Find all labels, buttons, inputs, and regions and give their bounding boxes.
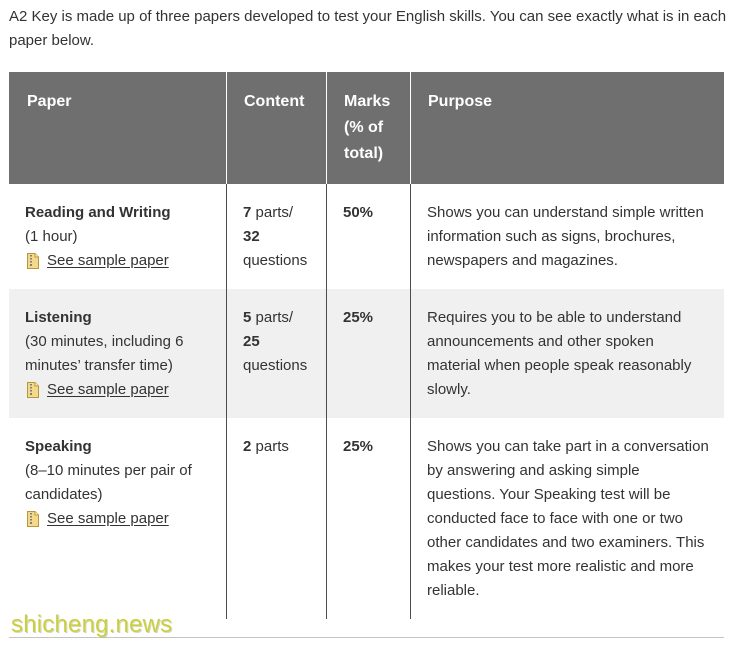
questions-count: 32	[243, 228, 260, 245]
parts-label: parts/	[255, 204, 294, 221]
questions-label: questions	[243, 252, 308, 269]
intro-text: A2 Key is made up of three papers developed to test your English skills. You can see exactly what is in each paper below.	[9, 8, 727, 49]
paper-duration: (30 minutes, including 6 minutes’ transfer time)	[25, 333, 184, 374]
table-header-row	[9, 72, 724, 184]
paper-cell	[9, 418, 226, 619]
parts-count: 5	[243, 309, 252, 326]
sample-paper-link[interactable]	[25, 507, 210, 531]
paper-duration: (8–10 minutes per pair of candidates)	[25, 462, 192, 503]
marks-cell	[326, 418, 410, 619]
paper-name: Reading and Writing	[25, 204, 171, 221]
marks-value: 25%	[343, 438, 374, 455]
parts-label: parts/	[255, 309, 294, 326]
questions-label: questions	[243, 357, 308, 374]
questions-count: 25	[243, 333, 260, 350]
document-icon[interactable]	[26, 382, 40, 398]
purpose-text: Shows you can understand simple written information such as signs, brochures, newspapers and magazines.	[427, 204, 704, 269]
header-paper: Paper	[27, 93, 72, 110]
marks-value: 50%	[343, 204, 374, 221]
paper-duration: (1 hour)	[25, 228, 78, 245]
parts-count: 7	[243, 204, 252, 221]
marks-cell	[326, 184, 410, 289]
parts-count: 2	[243, 438, 252, 455]
purpose-cell	[410, 418, 724, 619]
paper-cell	[9, 184, 226, 289]
document-icon[interactable]	[26, 511, 40, 527]
parts-label: parts	[255, 438, 289, 455]
marks-value: 25%	[343, 309, 374, 326]
content-cell	[226, 418, 326, 619]
sample-paper-link-label[interactable]: See sample paper	[47, 510, 169, 527]
site-watermark: shicheng.news	[11, 611, 173, 638]
sample-paper-link-label[interactable]: See sample paper	[47, 381, 169, 398]
table-row-reading-writing	[9, 184, 724, 289]
paper-name: Speaking	[25, 438, 92, 455]
paper-name: Listening	[25, 309, 92, 326]
purpose-text: Requires you to be able to understand announcements and other spoken material when people speak reasonably slowly.	[427, 309, 692, 398]
content-cell	[226, 289, 326, 418]
content-cell	[226, 184, 326, 289]
table-row-speaking	[9, 418, 724, 619]
sample-paper-link[interactable]	[25, 249, 210, 273]
header-marks: Marks (% of total)	[326, 72, 410, 184]
purpose-cell	[410, 184, 724, 289]
table-row-listening	[9, 289, 724, 418]
header-purpose: Purpose	[410, 72, 724, 184]
sample-paper-link-label[interactable]: See sample paper	[47, 252, 169, 269]
purpose-cell	[410, 289, 724, 418]
exam-papers-table	[9, 72, 724, 619]
header-content: Content	[226, 72, 326, 184]
purpose-text: Shows you can take part in a conversation by answering and asking simple questions. Your Speaking test will be conducted face to face with one or two other candidates and two examiners. This makes your test more realistic and more reliable.	[427, 438, 709, 599]
marks-cell	[326, 289, 410, 418]
paper-cell	[9, 289, 226, 418]
document-icon[interactable]	[26, 253, 40, 269]
sample-paper-link[interactable]	[25, 378, 210, 402]
